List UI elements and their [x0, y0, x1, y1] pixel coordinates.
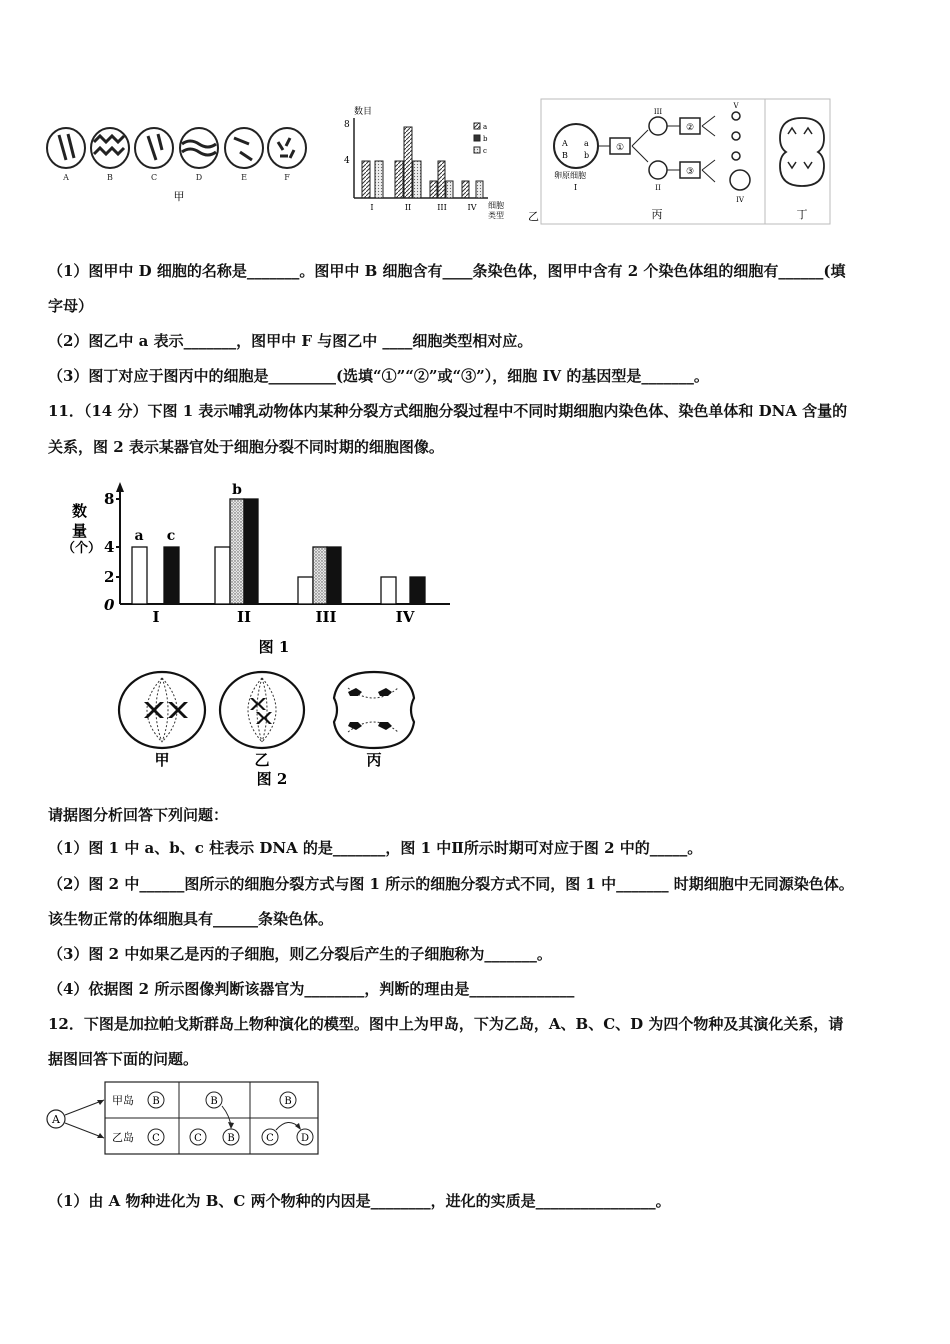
bing-step-2: ② — [685, 123, 695, 133]
yi-bar-II-b — [404, 127, 412, 198]
fig1-bar-III-c — [327, 547, 341, 604]
fig1-xtick-II: II — [236, 608, 252, 626]
fig1-xtick-III: III — [315, 608, 337, 626]
jia-label-c: C — [150, 173, 158, 182]
svg-text:A: A — [562, 139, 568, 148]
island-bottom-d: D — [300, 1133, 310, 1144]
q11-prompt: 请据图分析回答下列问题： — [48, 806, 229, 824]
fig1-ylabel-3: （个） — [62, 541, 102, 556]
island-bottom-c3: C — [266, 1133, 274, 1144]
yi-bar-III-a — [430, 181, 437, 198]
yi-xtick-III: III — [437, 203, 447, 212]
fig2-label-jia: 甲 — [154, 751, 170, 769]
yi-bar-IV-c — [476, 181, 483, 198]
fig1-label-a: a — [134, 528, 144, 544]
fig2-caption: 图 2 — [256, 770, 288, 788]
fig1-ytick-2: 2 — [104, 568, 115, 586]
fig1-bar-I-a — [132, 547, 147, 604]
fig1-bar-III-b — [313, 547, 327, 604]
bing-roman-II: II — [655, 184, 661, 192]
fig1-ylabel-2: 量 — [72, 522, 88, 540]
fig2-cell-jia — [119, 672, 205, 748]
jia-label-d: D — [195, 173, 203, 182]
yi-xtick-IV: IV — [467, 203, 477, 212]
q11-part4: （4）依据图 2 所示图像判断该器官为________，判断的理由是______________ — [48, 980, 575, 998]
q11-part2-line1: （2）图 2 中______图所示的细胞分裂方式与图 1 所示的细胞分裂方式不同，图 1 中_______ 时期细胞中无同源染色体。 — [48, 875, 854, 893]
fig2-label-yi: 乙 — [254, 751, 270, 769]
q12-part1: （1）由 A 物种进化为 B、C 两个物种的内因是________，进化的实质是________________。 — [48, 1192, 671, 1210]
island-origin-a: A — [52, 1113, 60, 1126]
fig1-ytick-0: 0 — [104, 596, 115, 614]
fig2-cell-bing — [334, 672, 414, 748]
yi-xlabel-1: 细胞 — [488, 201, 504, 210]
q11-part2-line2: 该生物正常的体细胞具有______条染色体。 — [48, 910, 334, 928]
figure-yi-chart — [338, 100, 543, 225]
fig1-label-c: c — [166, 528, 176, 544]
q10-part1-line2: 字母） — [48, 297, 94, 315]
q10-part1-line1: （1）图甲中 D 细胞的名称是_______。图甲中 B 细胞含有____条染色体，图甲中含有 2 个染色体组的细胞有______(填 — [48, 262, 846, 280]
yi-bar-IV-a — [462, 181, 469, 198]
jia-label-a: A — [63, 173, 69, 182]
q11-intro-line2: 关系，图 2 表示某器官处于细胞分裂不同时期的细胞图像。 — [48, 438, 444, 456]
fig2-label-bing: 丙 — [366, 751, 382, 769]
yi-bar-III-c — [446, 181, 453, 198]
fig1-xtick-IV: IV — [395, 608, 415, 626]
figure-jia — [44, 120, 314, 210]
bing-step-1: ① — [615, 143, 625, 153]
fig1-bar-IV-a — [381, 577, 396, 604]
figure-bing-ding — [540, 98, 832, 226]
svg-text:b: b — [584, 151, 590, 160]
yi-bar-II-c — [413, 161, 421, 198]
yi-ytick-4: 4 — [344, 156, 350, 166]
ding-cell — [780, 118, 824, 186]
cell-a — [47, 128, 85, 168]
q11-part1: （1）图 1 中 a、b、c 柱表示 DNA 的是_______，图 1 中Ⅱ所示时期可对应于图 2 中的_____。 — [48, 839, 703, 857]
svg-text:a: a — [584, 139, 589, 148]
fig1-bar-III-a — [298, 577, 313, 604]
yi-bar-I-a — [362, 161, 370, 198]
fig1-bar-IV-c — [410, 577, 425, 604]
jia-label-e: E — [241, 173, 247, 182]
q12-intro-line1: 12．下图是加拉帕戈斯群岛上物种演化的模型。图中上为甲岛，下为乙岛，A、B、C、D 为四个物种及其演化关系，请 — [48, 1015, 844, 1033]
fig1-xtick-I: I — [152, 608, 160, 626]
island-row-jia: 甲岛 — [112, 1094, 134, 1107]
island-top-b1: B — [152, 1096, 160, 1107]
yi-ytick-8: 8 — [344, 120, 350, 130]
cell-f — [268, 128, 306, 168]
fig1-bar-II-c — [244, 499, 258, 604]
yi-caption: 乙 — [528, 210, 539, 223]
fig1-bar-II-b — [230, 499, 244, 604]
yi-legend-b: b — [483, 135, 488, 143]
bing-roman-IV: IV — [736, 196, 744, 204]
bing-step-3: ③ — [685, 167, 695, 177]
cell-e — [225, 128, 263, 168]
fig1-caption: 图 1 — [258, 638, 290, 656]
q11-part3: （3）图 2 中如果乙是丙的子细胞，则乙分裂后产生的子细胞称为_______。 — [48, 945, 552, 963]
yi-legend-c: c — [483, 147, 487, 155]
yi-bar-III-b — [438, 161, 445, 198]
svg-text:B: B — [562, 151, 568, 160]
bing-cell-I-label: 卵原细胞 — [554, 171, 586, 180]
fig1-ytick-8: 8 — [104, 490, 115, 508]
jia-label-b: B — [107, 173, 113, 182]
island-top-b2: B — [210, 1096, 218, 1107]
fig1-label-b: b — [232, 482, 242, 498]
yi-ylabel: 数目 — [354, 107, 373, 117]
bing-cell-I — [554, 124, 598, 168]
q12-intro-line2: 据图回答下面的问题。 — [48, 1050, 199, 1068]
q11-intro-line1: 11．（14 分）下图 1 表示哺乳动物体内某种分裂方式细胞分裂过程中不同时期细胞内染色体、染色单体和 DNA 含量的 — [48, 402, 848, 420]
island-bottom-c2: C — [194, 1133, 202, 1144]
jia-caption: 甲 — [173, 190, 185, 203]
bing-roman-V: V — [733, 102, 739, 110]
jia-label-f: F — [284, 173, 290, 182]
bing-roman-I: I — [574, 183, 578, 192]
figure1-chart — [60, 482, 470, 660]
ding-caption: 丁 — [796, 208, 808, 221]
yi-xtick-I: I — [370, 203, 374, 212]
cell-d — [180, 128, 218, 168]
q10-part2: （2）图乙中 a 表示_______，图甲中 F 与图乙中 ____细胞类型相对应。 — [48, 332, 533, 350]
cell-c — [135, 128, 173, 168]
bing-caption: 丙 — [651, 208, 663, 221]
yi-xlabel-2: 类型 — [488, 211, 504, 220]
yi-legend-a: a — [483, 123, 488, 131]
fig1-bar-I-c — [164, 547, 179, 604]
island-top-b3: B — [284, 1096, 292, 1107]
yi-bar-II-a — [395, 161, 403, 198]
fig1-ytick-4: 4 — [104, 538, 115, 556]
island-bottom-c1: C — [152, 1133, 160, 1144]
figure-island-diagram — [44, 1080, 324, 1158]
q10-part3: （3）图丁对应于图丙中的细胞是_________(选填“①”“②”或“③”），细胞 IV 的基因型是_______。 — [48, 367, 709, 385]
bing-roman-III: III — [653, 108, 663, 116]
yi-bar-I-c — [375, 161, 383, 198]
fig1-bar-II-a — [215, 547, 230, 604]
figure2-cells — [112, 668, 424, 792]
yi-xtick-II: II — [404, 203, 412, 212]
island-row-yi: 乙岛 — [112, 1131, 134, 1144]
fig2-cell-yi — [220, 672, 304, 748]
fig1-ylabel-1: 数 — [72, 502, 88, 520]
island-bottom-b: B — [227, 1133, 235, 1144]
